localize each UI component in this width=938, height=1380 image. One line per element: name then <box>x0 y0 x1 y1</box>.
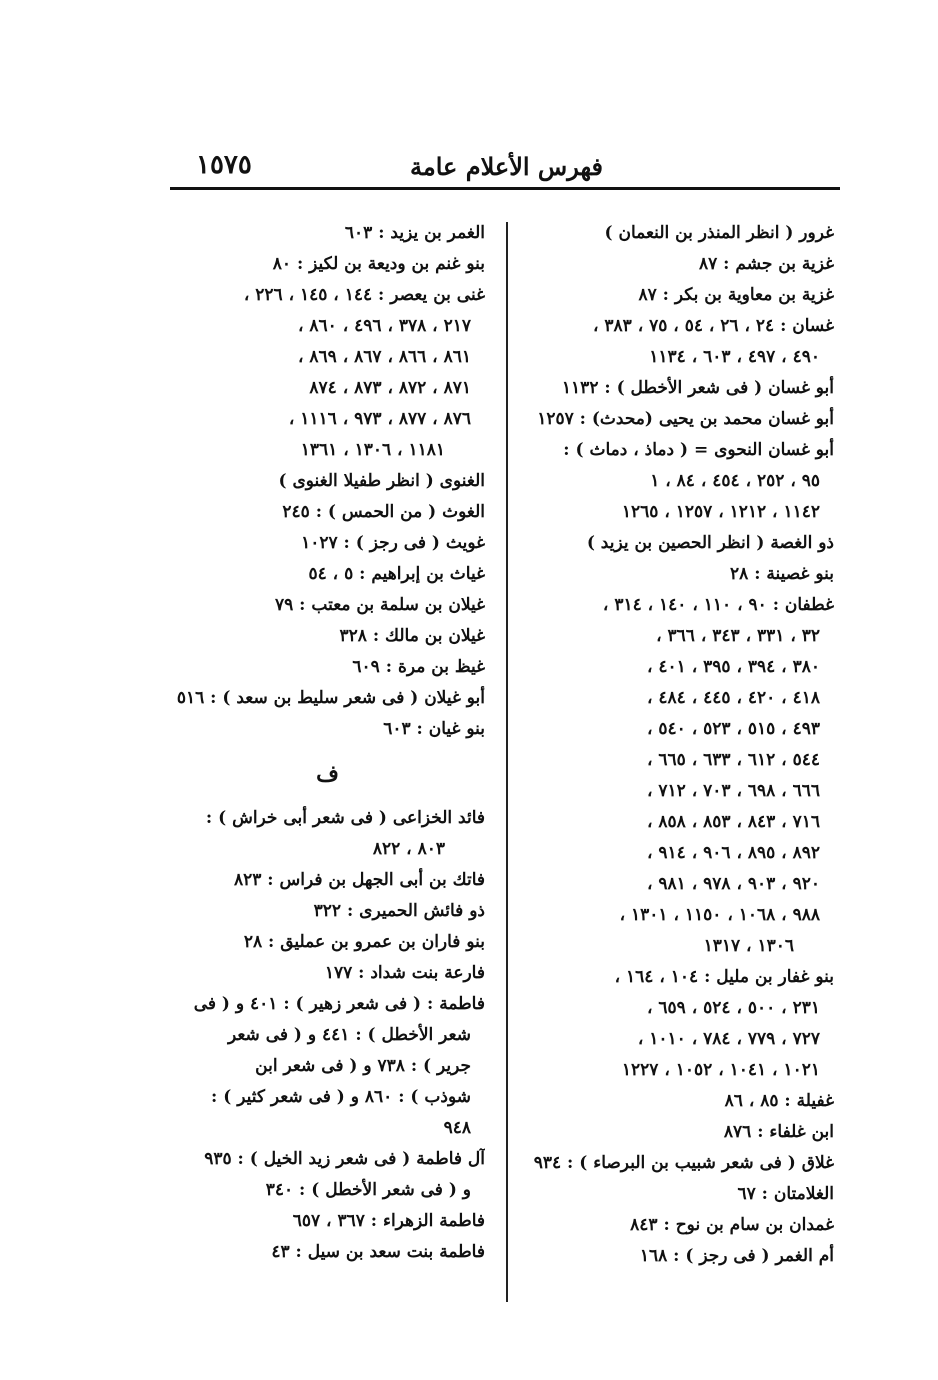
index-entry: غلاق ( فى شعر شبيب بن البرصاء ) : ٩٣٤ <box>533 1153 834 1173</box>
column-divider <box>506 222 508 1302</box>
index-entry-continuation: شعر الأخطل ) : ٤٤١ و ( فى شعر <box>227 1025 471 1045</box>
index-entry: غيظ بن مرة : ٦٠٩ <box>352 657 485 677</box>
index-entry-continuation: ١٣٠٦ ، ١٣١٧ <box>703 936 794 956</box>
index-entry: غيلان بن سلمة بن معتب : ٧٩ <box>275 595 485 615</box>
index-entry: غطفان : ٩٠ ، ١١٠ ، ١٤٠ ، ٣١٤ ، <box>602 595 834 615</box>
left-column <box>170 218 485 1268</box>
index-entry-continuation: ٤١٨ ، ٤٢٠ ، ٤٤٥ ، ٤٨٤ ، <box>646 688 820 708</box>
page-number: ١٥٧٥ <box>196 150 252 180</box>
index-entry: غفيلة : ٨٥ ، ٨٦ <box>724 1091 834 1111</box>
index-entry-continuation: ٩٨٨ ، ١٠٦٨ ، ١١٥٠ ، ١٣٠١ ، <box>619 905 820 925</box>
index-entry: غسان : ٢٤ ، ٢٦ ، ٥٤ ، ٧٥ ، ٣٨٣ ، <box>592 316 834 336</box>
index-entry: بنو فاران بن عمرو بن عمليق : ٢٨ <box>243 932 485 952</box>
index-entry-continuation: ٣٨٠ ، ٣٩٤ ، ٣٩٥ ، ٤٠١ ، <box>646 657 820 677</box>
index-entry: غيلان بن مالك : ٣٢٨ <box>339 626 485 646</box>
index-entry: غرور ( انظر المنذر بن النعمان ) <box>604 223 834 243</box>
index-entry-continuation: ٩٤٨ <box>443 1118 471 1138</box>
index-entry: فاطمة : ( فى شعر زهير ) : ٤٠١ و ( فى <box>193 994 485 1014</box>
index-entry-continuation: ٧١٦ ، ٨٤٣ ، ٨٥٣ ، ٨٥٨ ، <box>646 812 820 832</box>
index-entry-continuation: ٨٠٣ ، ٨٢٢ <box>372 839 445 859</box>
index-entry-continuation: ٧٢٧ ، ٧٧٩ ، ٧٨٤ ، ١٠١٠ ، <box>637 1029 820 1049</box>
index-entry: الغوث ( من الحمس ) : ٢٤٥ <box>282 502 485 522</box>
index-entry: بنو غيان : ٦٠٣ <box>383 719 485 739</box>
index-entry: فاطمة الزهراء : ٣٦٧ ، ٦٥٧ <box>292 1211 485 1231</box>
section-letter-heading: ف <box>316 761 339 787</box>
index-entry: أبو غسان النحوى = ( دماذ ، دماث ) : <box>563 440 834 460</box>
index-entry: فاطمة بنت سعد بن سيل : ٤٣ <box>271 1242 485 1262</box>
index-entry-continuation: ٥٤٤ ، ٦١٢ ، ٦٣٣ ، ٦٦٥ ، <box>646 750 820 770</box>
index-entry: الغلامتان : ٦٧ <box>737 1184 834 1204</box>
right-column <box>528 218 834 1272</box>
index-entry-continuation: ٨٩٢ ، ٨٩٥ ، ٩٠٦ ، ٩١٤ ، <box>646 843 820 863</box>
index-entry: غزية بن جشم : ٨٧ <box>699 254 834 274</box>
index-entry: آل فاطمة ( فى شعر زيد الخيل ) : ٩٣٥ <box>204 1149 485 1169</box>
index-entry-continuation: شوذب ) : ٨٦٠ و ( فى شعر كثير ) : <box>211 1087 471 1107</box>
index-entry-continuation: ٨٧١ ، ٨٧٢ ، ٨٧٣ ، ٨٧٤ <box>309 378 471 398</box>
index-entry: أبو غيلان ( فى شعر سليط بن سعد ) : ٥١٦ <box>176 688 485 708</box>
index-entry-continuation: و ( فى شعر الأخطل ) : ٣٤٠ <box>265 1180 471 1200</box>
index-entry-continuation: ١٠٢١ ، ١٠٤١ ، ١٠٥٢ ، ١٢٢٧ <box>621 1060 820 1080</box>
running-title: فهرس الأعلام عامة <box>410 152 603 181</box>
index-entry: غنى بن يعصر : ١٤٤ ، ١٤٥ ، ٢٢٦ ، <box>243 285 485 305</box>
index-entry-continuation: ٨٧٦ ، ٨٧٧ ، ٩٧٣ ، ١١١٦ ، <box>288 409 471 429</box>
index-entry: غزية بن معاوية بن بكر : ٨٧ <box>638 285 834 305</box>
index-entry: فائد الخزاعى ( فى شعر أبى خراش ) : <box>205 808 485 828</box>
header-rule <box>170 187 840 190</box>
index-entry-continuation: ٢٣١ ، ٥٠٠ ، ٥٢٤ ، ٦٥٩ ، <box>646 998 820 1018</box>
index-entry-continuation: ٩٢٠ ، ٩٠٣ ، ٩٧٨ ، ٩٨١ ، <box>646 874 820 894</box>
index-entry: الغمر بن يزيد : ٦٠٣ <box>344 223 485 243</box>
index-entry-continuation: ٤٩٠ ، ٤٩٧ ، ٦٠٣ ، ١١٣٤ <box>649 347 820 367</box>
index-entry: ذو الغصة ( انظر الحصين بن يزيد ) <box>586 533 834 553</box>
index-entry: أبو غسان ( فى شعر الأخطل ) : ١١٣٢ <box>561 378 834 398</box>
index-entry-continuation: جرير ) : ٧٣٨ و ( فى شعر ابن <box>255 1056 471 1076</box>
index-entry: غويث ( فى رجز ) : ١٠٢٧ <box>301 533 485 553</box>
index-entry-continuation: ٦٦٦ ، ٦٩٨ ، ٧٠٣ ، ٧١٢ ، <box>646 781 820 801</box>
index-entry: غمدان بن سام بن نوح : ٨٤٣ <box>630 1215 834 1235</box>
index-entry-continuation: ٨٦١ ، ٨٦٦ ، ٨٦٧ ، ٨٦٩ ، <box>297 347 471 367</box>
index-entry: ابن غلفاء : ٨٧٦ <box>723 1122 834 1142</box>
index-entry: فارعة بنت شداد : ١٧٧ <box>324 963 485 983</box>
index-entry-continuation: ١١٤٢ ، ١٢١٢ ، ١٢٥٧ ، ١٢٦٥ <box>621 502 820 522</box>
index-entry-continuation: ٩٥ ، ٢٥٢ ، ٤٥٤ ، ٨٤ ، ١ <box>650 471 820 491</box>
index-entry: أم الغمر ( فى رجز ) : ١٦٨ <box>639 1246 834 1266</box>
index-entry-continuation: ٤٩٣ ، ٥١٥ ، ٥٢٣ ، ٥٤٠ ، <box>646 719 820 739</box>
index-entry-continuation: ١١٨١ ، ١٣٠٦ ، ١٣٦١ <box>300 440 445 460</box>
index-entry-continuation: ٢١٧ ، ٣٧٨ ، ٤٩٦ ، ٨٦٠ ، <box>297 316 471 336</box>
index-entry: الغنوى ( انظر طفيلا الغنوى ) <box>278 471 485 491</box>
index-entry: غياث بن إبراهيم : ٥ ، ٥٤ <box>308 564 485 584</box>
index-entry-continuation: ٣٢ ، ٣٣١ ، ٣٤٣ ، ٣٦٦ ، <box>656 626 820 646</box>
index-entry: ذو فائش الحميرى : ٣٢٢ <box>313 901 485 921</box>
index-entry: بنو غفار بن مليل : ١٠٤ ، ١٦٤ ، <box>614 967 834 987</box>
index-entry: أبو غسان محمد بن يحيى (محدث) : ١٢٥٧ <box>537 409 834 429</box>
index-entry: بنو غصينة : ٢٨ <box>730 564 834 584</box>
index-entry: بنو غنم بن ودیعة بن لكيز : ٨٠ <box>272 254 485 274</box>
index-entry: فاتك بن أبى الجهل بن فراس : ٨٢٣ <box>233 870 485 890</box>
